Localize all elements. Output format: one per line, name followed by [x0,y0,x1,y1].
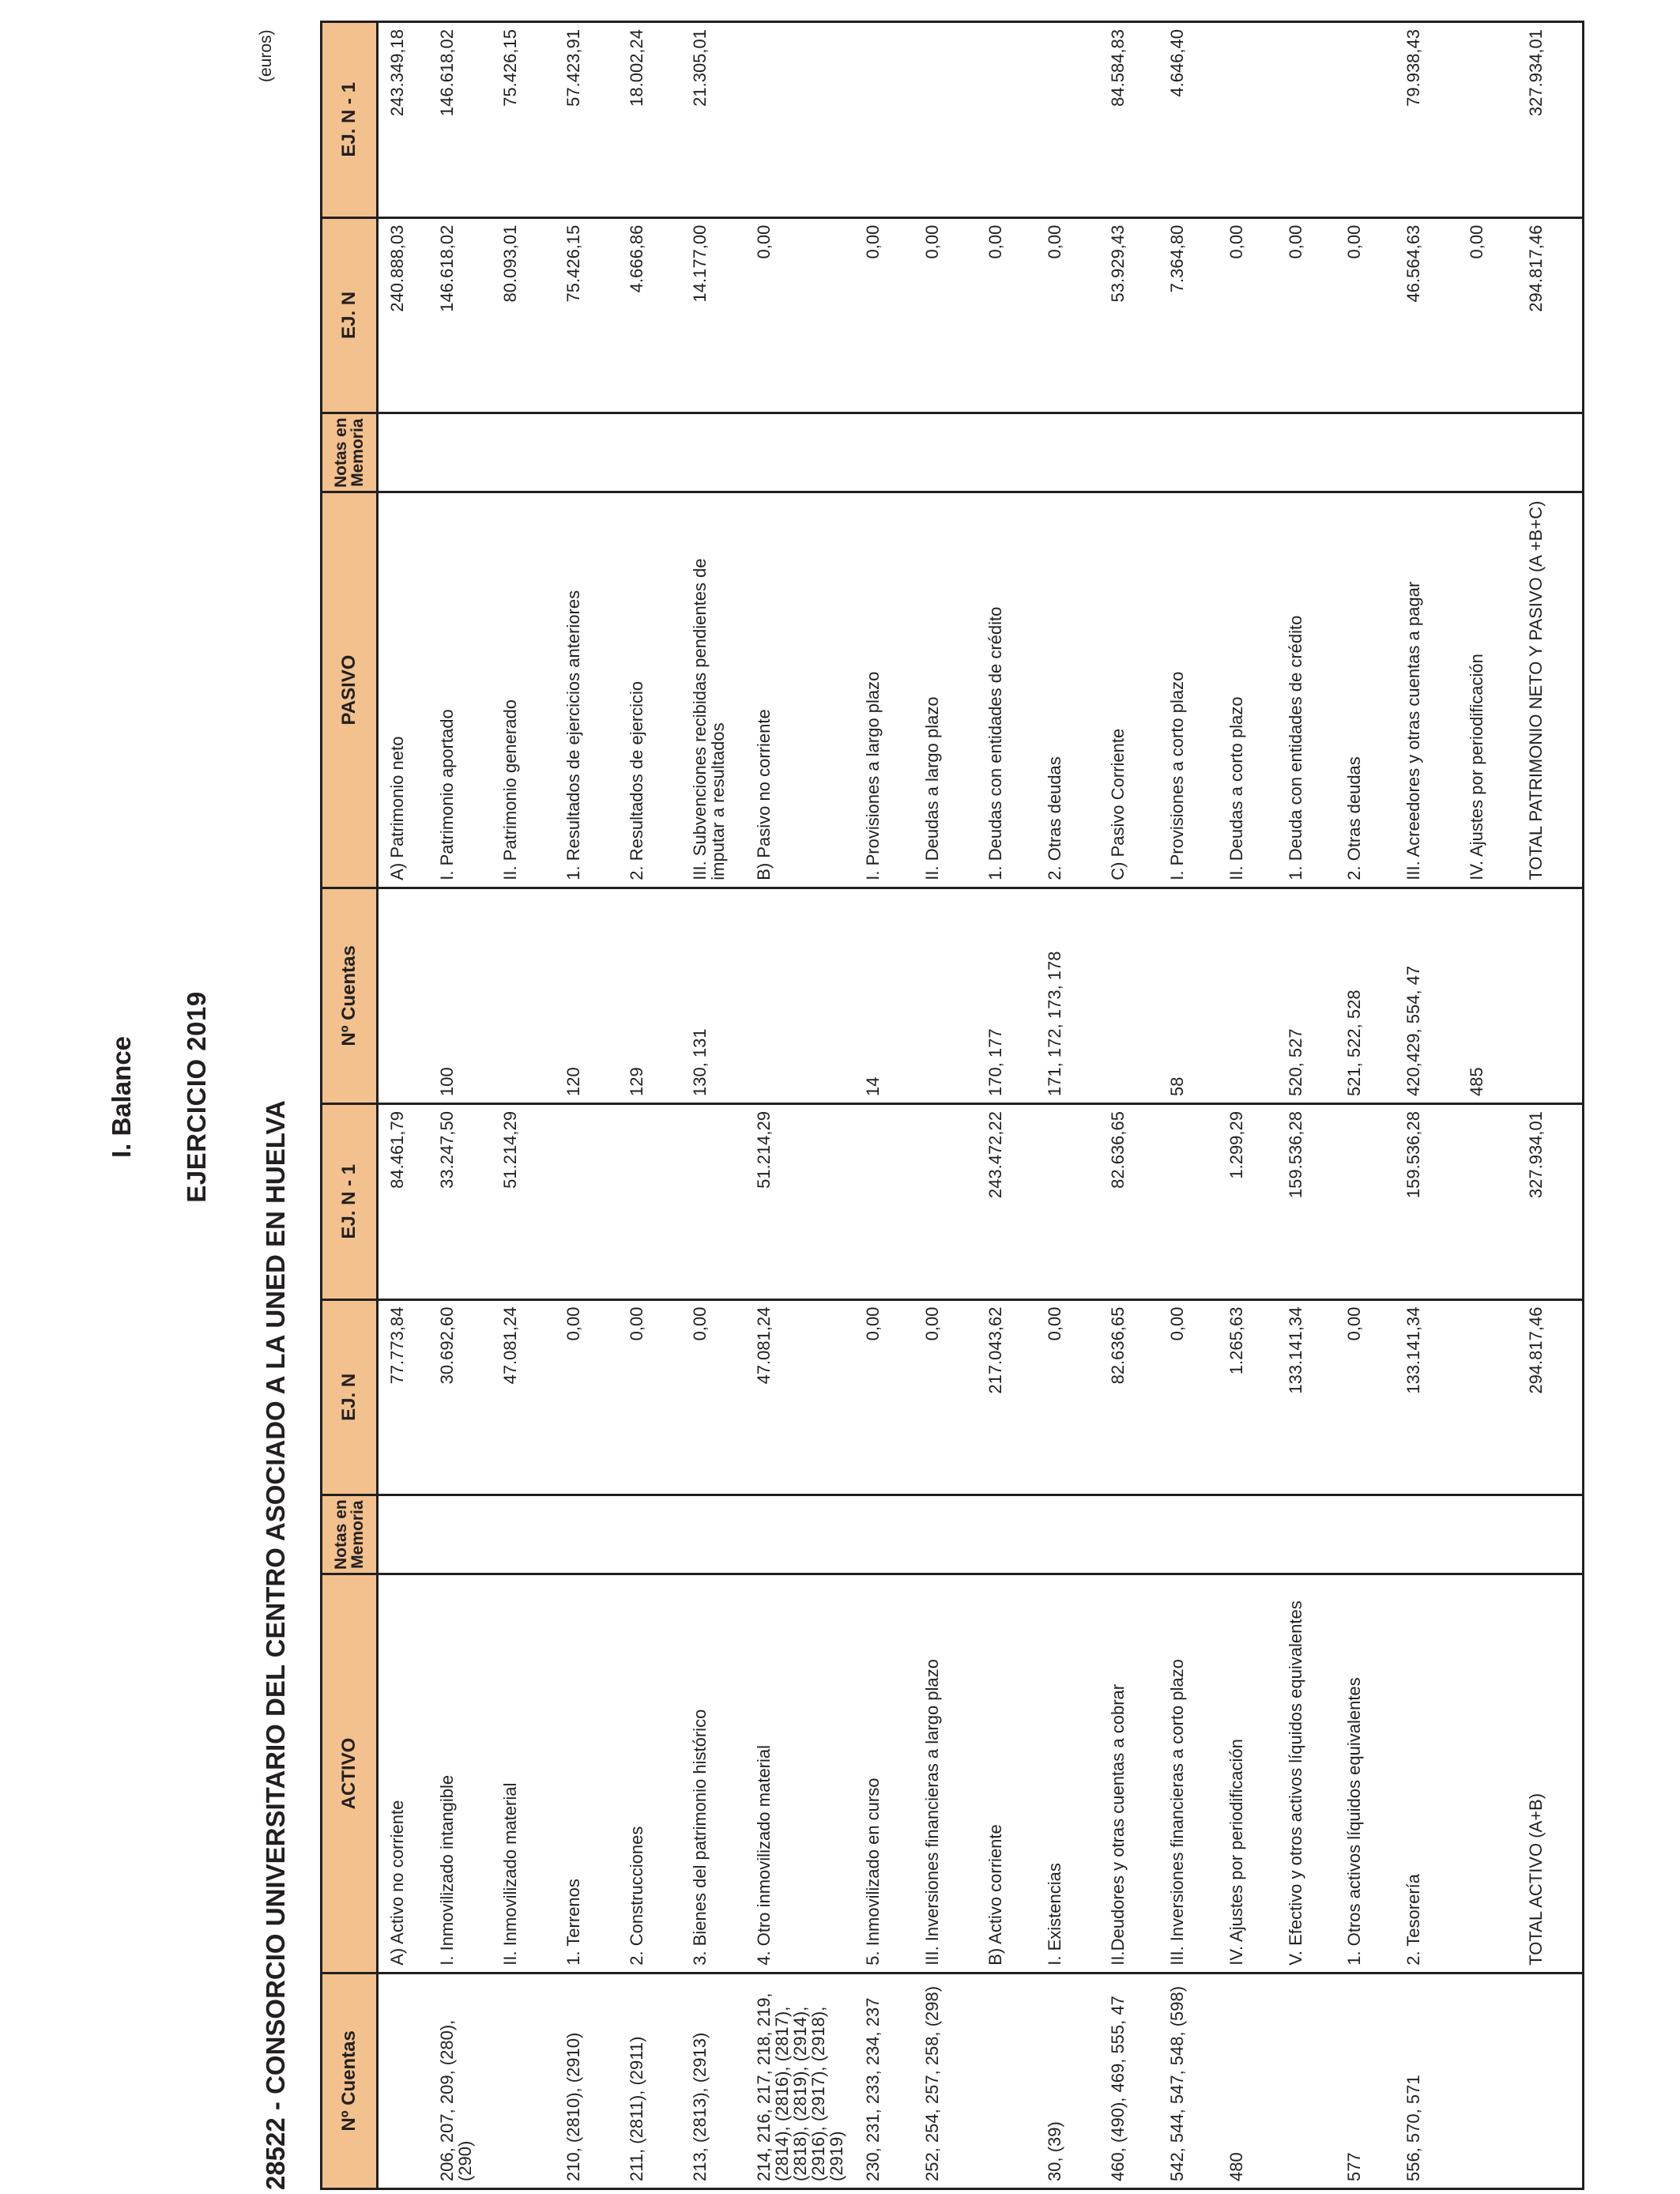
liability-accounts: 485 [1460,888,1520,1103]
asset-label: I. Inmovilizado intangible [431,1574,494,1973]
liability-prior-year [748,22,857,218]
asset-prior-year [557,1104,620,1300]
liability-prior-year: 18.002,24 [620,22,684,218]
liability-label: III. Subvenciones recibidas pendientes de imputar a resultados [684,492,747,888]
asset-accounts: 214, 216, 217, 218, 219, (2814), (2816), (2817), (2818), (2819), (2914), (2916), (2917), (2918), (2919) [748,1973,857,2188]
asset-accounts: 480 [1220,1973,1279,2188]
liability-label: I. Provisiones a corto plazo [1161,492,1220,888]
asset-current-year: 0,00 [620,1299,684,1495]
asset-notes [916,1495,979,1574]
asset-notes [979,1495,1038,1574]
asset-notes [1279,1495,1339,1574]
table-row [916,22,979,2189]
header-asset-accounts: Nº Cuentas [322,1973,378,2188]
asset-accounts [1520,1973,1583,2188]
liability-prior-year: 146.618,02 [431,22,494,218]
asset-accounts [1460,1973,1520,2188]
liability-current-year: 53.929,43 [1102,217,1161,413]
liability-current-year: 0,00 [1038,217,1102,413]
liability-notes [557,413,620,492]
liability-accounts: 100 [431,888,494,1103]
asset-prior-year [620,1104,684,1300]
asset-notes [857,1495,916,1574]
header-row [322,22,378,2189]
liability-notes [1102,413,1161,492]
asset-prior-year [857,1104,916,1300]
asset-label: 5. Inmovilizado en curso [857,1574,916,1973]
asset-notes [748,1495,857,1574]
liability-prior-year [1338,22,1397,218]
asset-prior-year: 243.472,22 [979,1104,1038,1300]
header-liability-accounts: Nº Cuentas [322,888,378,1103]
report-title: I. Balance [107,1035,136,1159]
liability-current-year: 0,00 [1279,217,1339,413]
asset-notes [684,1495,747,1574]
liability-current-year: 46.564,63 [1397,217,1460,413]
liability-accounts [916,888,979,1103]
table-row [557,22,620,2189]
asset-notes [1520,1495,1583,1574]
asset-notes [1397,1495,1460,1574]
liability-notes [431,413,494,492]
table-row [1520,22,1583,2189]
asset-prior-year [1038,1104,1102,1300]
asset-current-year: 0,00 [916,1299,979,1495]
asset-accounts: 556, 570, 571 [1397,1973,1460,2188]
liability-notes [1161,413,1220,492]
liability-accounts: 420,429, 554, 47 [1397,888,1460,1103]
liability-notes [1220,413,1279,492]
liability-notes [494,413,557,492]
asset-prior-year: 159.536,28 [1397,1104,1460,1300]
asset-notes [1161,1495,1220,1574]
asset-label: 1. Otros activos líquidos equivalentes [1338,1574,1397,1973]
liability-prior-year [1038,22,1102,218]
table-row [1397,22,1460,2189]
asset-notes [1460,1495,1520,1574]
asset-label: 3. Bienes del patrimonio histórico [684,1574,747,1973]
header-liability-current-year: EJ. N [322,217,378,413]
liability-label: 1. Deudas con entidades de crédito [979,492,1038,888]
liability-accounts [1102,888,1161,1103]
asset-accounts: 30, (39) [1038,1973,1102,2188]
asset-prior-year: 51.214,29 [494,1104,557,1300]
liability-label: I. Patrimonio aportado [431,492,494,888]
asset-current-year: 47.081,24 [494,1299,557,1495]
liability-prior-year [857,22,916,218]
asset-accounts: 542, 544, 547, 548, (598) [1161,1973,1220,2188]
liability-notes [1460,413,1520,492]
table-row [494,22,557,2189]
liability-current-year: 7.364,80 [1161,217,1220,413]
liability-notes [378,413,431,492]
table-row [979,22,1038,2189]
asset-notes [1338,1495,1397,1574]
liability-current-year: 0,00 [857,217,916,413]
asset-prior-year: 159.536,28 [1279,1104,1339,1300]
liability-label: 1. Deuda con entidades de crédito [1279,492,1339,888]
header-asset-prior-year: EJ. N - 1 [322,1104,378,1300]
liability-accounts: 14 [857,888,916,1103]
liability-label: C) Pasivo Corriente [1102,492,1161,888]
liability-label: IV. Ajustes por periodificación [1460,492,1520,888]
asset-label: 1. Terrenos [557,1574,620,1973]
asset-accounts [494,1973,557,2188]
liability-prior-year: 327.934,01 [1520,22,1583,218]
liability-accounts: 129 [620,888,684,1103]
asset-current-year: 133.141,34 [1397,1299,1460,1495]
liability-label: II. Deudas a largo plazo [916,492,979,888]
asset-accounts [1279,1973,1339,2188]
liability-prior-year [916,22,979,218]
balance-table [320,21,1584,2190]
asset-accounts: 210, (2810), (2910) [557,1973,620,2188]
liability-current-year: 14.177,00 [684,217,747,413]
liability-accounts: 171, 172, 173, 178 [1038,888,1102,1103]
liability-prior-year [1220,22,1279,218]
asset-label: III. Inversiones financieras a largo plazo [916,1574,979,1973]
liability-prior-year: 75.426,15 [494,22,557,218]
table-row [431,22,494,2189]
liability-accounts: 521, 522, 528 [1338,888,1397,1103]
asset-accounts: 211, (2811), (2911) [620,1973,684,2188]
header-liability-notes: Notas en Memoria [322,413,378,492]
asset-current-year: 0,00 [1338,1299,1397,1495]
table-row [684,22,747,2189]
asset-current-year: 0,00 [557,1299,620,1495]
asset-current-year: 1.265,63 [1220,1299,1279,1495]
liability-label: A) Patrimonio neto [378,492,431,888]
asset-label: II.Deudores y otras cuentas a cobrar [1102,1574,1161,1973]
asset-current-year [1460,1299,1520,1495]
asset-label: II. Inmovilizado material [494,1574,557,1973]
liability-accounts: 170, 177 [979,888,1038,1103]
liability-label: 1. Resultados de ejercicios anteriores [557,492,620,888]
asset-notes [378,1495,431,1574]
liability-prior-year [1460,22,1520,218]
liability-current-year: 294.817,46 [1520,217,1583,413]
liability-current-year: 0,00 [979,217,1038,413]
currency-unit: (euros) [257,29,275,82]
liability-notes [1520,413,1583,492]
header-asset-current-year: EJ. N [322,1299,378,1495]
asset-prior-year [916,1104,979,1300]
liability-notes [1038,413,1102,492]
liability-accounts: 58 [1161,888,1220,1103]
asset-label: 2. Tesorería [1397,1574,1460,1973]
liability-current-year: 4.666,86 [620,217,684,413]
asset-accounts [378,1973,431,2188]
liability-label: II. Deudas a corto plazo [1220,492,1279,888]
asset-accounts: 230, 231, 233, 234, 237 [857,1973,916,2188]
asset-prior-year: 84.461,79 [378,1104,431,1300]
asset-prior-year [1161,1104,1220,1300]
asset-current-year: 217.043,62 [979,1299,1038,1495]
asset-current-year: 294.817,46 [1520,1299,1583,1495]
balance-body [378,22,1584,2189]
asset-label: I. Existencias [1038,1574,1102,1973]
asset-label: III. Inversiones financieras a corto plazo [1161,1574,1220,1973]
asset-current-year: 133.141,34 [1279,1299,1339,1495]
liability-current-year: 0,00 [1220,217,1279,413]
liability-current-year: 75.426,15 [557,217,620,413]
table-row [1102,22,1161,2189]
asset-accounts: 577 [1338,1973,1397,2188]
liability-label: II. Patrimonio generado [494,492,557,888]
asset-current-year: 0,00 [684,1299,747,1495]
liability-label: 2. Otras deudas [1038,492,1102,888]
asset-prior-year: 1.299,29 [1220,1104,1279,1300]
asset-prior-year: 33.247,50 [431,1104,494,1300]
liability-notes [916,413,979,492]
asset-prior-year: 327.934,01 [1520,1104,1583,1300]
asset-prior-year: 51.214,29 [748,1104,857,1300]
liability-label: B) Pasivo no corriente [748,492,857,888]
asset-label: TOTAL ACTIVO (A+B) [1520,1574,1583,1973]
liability-prior-year [1279,22,1339,218]
asset-accounts: 460, (490), 469, 555, 47 [1102,1973,1161,2188]
liability-notes [1397,413,1460,492]
asset-notes [557,1495,620,1574]
asset-label: 4. Otro inmovilizado material [748,1574,857,1973]
table-row [1220,22,1279,2189]
liability-prior-year: 79.938,43 [1397,22,1460,218]
asset-current-year: 47.081,24 [748,1299,857,1495]
table-row [1279,22,1339,2189]
asset-notes [1220,1495,1279,1574]
liability-notes [857,413,916,492]
asset-current-year: 82.636,65 [1102,1299,1161,1495]
liability-prior-year: 84.584,83 [1102,22,1161,218]
liability-notes [1279,413,1339,492]
asset-notes [431,1495,494,1574]
liability-label: III. Acreedores y otras cuentas a pagar [1397,492,1460,888]
asset-prior-year [684,1104,747,1300]
liability-current-year: 146.618,02 [431,217,494,413]
liability-label: I. Provisiones a largo plazo [857,492,916,888]
asset-current-year: 0,00 [857,1299,916,1495]
asset-label: A) Activo no corriente [378,1574,431,1973]
liability-prior-year [979,22,1038,218]
asset-current-year: 77.773,84 [378,1299,431,1495]
liability-prior-year: 4.646,40 [1161,22,1220,218]
asset-label: 2. Construcciones [620,1574,684,1973]
liability-accounts: 520, 527 [1279,888,1339,1103]
liability-current-year: 0,00 [1338,217,1397,413]
asset-prior-year: 82.636,65 [1102,1104,1161,1300]
liability-notes [684,413,747,492]
exercise-title: EJERCICIO 2019 [182,991,211,1203]
asset-accounts [979,1973,1038,2188]
asset-current-year: 30.692,60 [431,1299,494,1495]
liability-label: 2. Otras deudas [1338,492,1397,888]
liability-current-year: 240.888,03 [378,217,431,413]
liability-prior-year: 243.349,18 [378,22,431,218]
table-row [1338,22,1397,2189]
header-asset-notes: Notas en Memoria [322,1495,378,1574]
liability-current-year: 80.093,01 [494,217,557,413]
header-liability-prior-year: EJ. N - 1 [322,22,378,218]
liability-accounts: 120 [557,888,620,1103]
asset-current-year: 0,00 [1161,1299,1220,1495]
asset-notes [494,1495,557,1574]
liability-label: TOTAL PATRIMONIO NETO Y PASIVO (A +B+C) [1520,492,1583,888]
asset-current-year: 0,00 [1038,1299,1102,1495]
liability-current-year: 0,00 [1460,217,1520,413]
table-row [1161,22,1220,2189]
liability-notes [979,413,1038,492]
asset-accounts: 206, 207, 209, (280), (290) [431,1973,494,2188]
liability-notes [748,413,857,492]
liability-accounts [494,888,557,1103]
header-liabilities: PASIVO [322,492,378,888]
liability-current-year: 0,00 [748,217,857,413]
asset-prior-year [1460,1104,1520,1300]
liability-prior-year: 21.305,01 [684,22,747,218]
asset-prior-year [1338,1104,1397,1300]
header-assets: ACTIVO [322,1574,378,1973]
asset-label: B) Activo corriente [979,1574,1038,1973]
asset-accounts: 213, (2813), (2913) [684,1973,747,2188]
asset-label: V. Efectivo y otros activos líquidos equivalentes [1279,1574,1339,1973]
liability-accounts [748,888,857,1103]
table-row [1038,22,1102,2189]
table-row [378,22,431,2189]
liability-accounts [1220,888,1279,1103]
asset-accounts: 252, 254, 257, 258, (298) [916,1973,979,2188]
asset-notes [1102,1495,1161,1574]
entity-title: 28522 - CONSORCIO UNIVERSITARIO DEL CENTRO ASOCIADO A LA UNED EN HUELVA [261,1100,290,2190]
table-row [857,22,916,2189]
asset-label: IV. Ajustes por periodificación [1220,1574,1279,1973]
liability-notes [1338,413,1397,492]
liability-label: 2. Resultados de ejercicio [620,492,684,888]
table-row [620,22,684,2189]
liability-accounts [1520,888,1583,1103]
asset-notes [1038,1495,1102,1574]
liability-accounts: 130, 131 [684,888,747,1103]
table-row [1460,22,1520,2189]
asset-notes [620,1495,684,1574]
liability-accounts [378,888,431,1103]
liability-current-year: 0,00 [916,217,979,413]
liability-notes [620,413,684,492]
liability-prior-year: 57.423,91 [557,22,620,218]
asset-label [1460,1574,1520,1973]
table-row [748,22,857,2189]
